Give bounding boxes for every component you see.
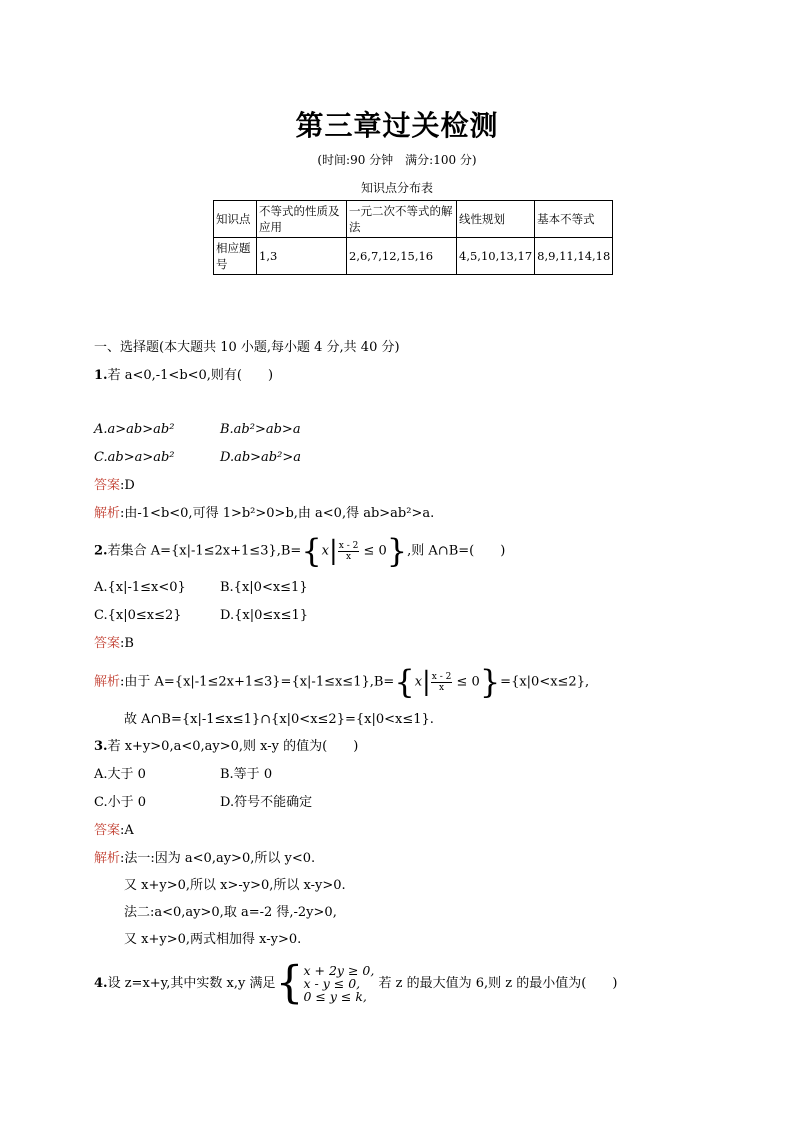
question-stem: 若 a<0,-1<b<0,则有( )	[107, 368, 274, 383]
table-header-cell: 知识点	[214, 201, 257, 238]
fraction: $\frac{x - 2}{x}$	[431, 671, 452, 693]
inequality: ≤ 0	[363, 543, 387, 559]
analysis-continuation: 故 A∩B={x|-1≤x≤1}∩{x|0<x≤2}={x|0<x≤1}.	[124, 712, 434, 727]
analysis-text: :由-1<b<0,可得 1>b²>0>b,由 a<0,得 ab>ab²>a.	[120, 506, 435, 521]
question-stem: 若集合 A={x|-1≤2x+1≤3},B=	[107, 543, 302, 559]
analysis-label: 解析	[94, 674, 121, 690]
question-number: 1	[94, 368, 104, 383]
option-a: A.a>ab>ab²	[94, 422, 175, 437]
set-variable: x	[321, 543, 330, 559]
option-c: C.ab>a>ab²	[94, 450, 175, 465]
answer-line	[94, 822, 134, 840]
question-4: 4.设 z=x+y,其中实数 x,y 满足{ x + 2y ≥ 0, x - y ≤ 0, 0 ≤ y ≤ k, 若 z 的最大值为 6,则 z 的最小值为( )	[94, 957, 618, 1009]
question-stem-end: 若 z 的最大值为 6,则 z 的最小值为( )	[378, 976, 618, 991]
answer-line	[94, 477, 135, 495]
option-d: D.符号不能确定	[220, 795, 313, 810]
question-2: 2.若集合 A={x|-1≤2x+1≤3},B={x| $\frac{x - 2}{x}$ ≤ 0},则 A∩B=( )	[94, 532, 506, 570]
set-variable: x	[414, 674, 423, 690]
option-b: B.ab²>ab>a	[220, 422, 301, 437]
analysis-label: 解析	[94, 851, 121, 866]
table-cell: 相应题号	[214, 238, 257, 275]
constraint-system: x + 2y ≥ 0, x - y ≤ 0, 0 ≤ y ≤ k,	[303, 963, 375, 1004]
table-header-cell: 线性规划	[457, 201, 535, 238]
answer-value: :B	[120, 636, 134, 651]
analysis-label: 解析	[94, 506, 121, 521]
table-title: 知识点分布表	[360, 181, 433, 195]
question-stem: 设 z=x+y,其中实数 x,y 满足	[107, 976, 276, 991]
question-stem: 若 x+y>0,a<0,ay>0,则 x-y 的值为( )	[107, 739, 359, 754]
option-d: D.ab>ab²>a	[220, 450, 301, 465]
analysis-continuation: 又 x+y>0,两式相加得 x-y>0.	[124, 932, 302, 947]
question-number: 2	[94, 543, 104, 559]
answer-value: :D	[120, 478, 135, 493]
option-b: B.{x|0<x≤1}	[220, 580, 308, 595]
knowledge-distribution-table	[213, 200, 613, 275]
analysis-line	[94, 850, 315, 868]
table-cell: 2,6,7,12,15,16	[347, 238, 457, 275]
table-header-cell: 不等式的性质及应用	[257, 201, 347, 238]
question-3: 3.若 x+y>0,a<0,ay>0,则 x-y 的值为( )	[94, 739, 359, 754]
table-header-row	[214, 201, 613, 238]
inequality: ≤ 0	[456, 674, 480, 690]
question-number: 3	[94, 739, 104, 754]
answer-label: 答案	[94, 478, 121, 493]
option-b: B.等于 0	[220, 767, 273, 782]
option-a: A.大于 0	[94, 767, 146, 782]
answer-label: 答案	[94, 636, 121, 651]
question-number: 4	[94, 976, 104, 991]
analysis-text: :法一:因为 a<0,ay>0,所以 y<0.	[120, 851, 316, 866]
analysis-line: 解析:由于 A={x|-1≤2x+1≤3}={x|-1≤x≤1},B={x| $\frac{x - 2}{x}$ ≤ 0}={x|0<x≤2},	[94, 663, 590, 701]
analysis-text: :由于 A={x|-1≤2x+1≤3}={x|-1≤x≤1},B=	[120, 674, 395, 690]
section-heading: 一、选择题(本大题共 10 小题,每小题 4 分,共 40 分)	[94, 340, 400, 355]
option-c: C.小于 0	[94, 795, 147, 810]
analysis-line	[94, 505, 434, 523]
page-title: 第三章过关检测	[295, 109, 499, 142]
analysis-continuation: 法二:a<0,ay>0,取 a=-2 得,-2y>0,	[124, 905, 337, 920]
exam-subtitle: (时间:90 分钟 满分:100 分)	[317, 153, 477, 167]
question-stem-end: ,则 A∩B=( )	[407, 543, 506, 559]
table-cell: 4,5,10,13,17	[457, 238, 535, 275]
question-1: 1.若 a<0,-1<b<0,则有( )	[94, 368, 274, 383]
analysis-text-end: ={x|0<x≤2},	[500, 674, 590, 690]
fraction: $\frac{x - 2}{x}$	[338, 540, 359, 562]
table-row	[214, 238, 613, 275]
answer-line	[94, 635, 134, 653]
option-d: D.{x|0≤x≤1}	[220, 608, 309, 623]
table-cell: 1,3	[257, 238, 347, 275]
table-header-cell: 基本不等式	[535, 201, 613, 238]
option-c: C.{x|0≤x≤2}	[94, 608, 182, 623]
table-header-cell: 一元二次不等式的解法	[347, 201, 457, 238]
answer-value: :A	[120, 823, 134, 838]
table-cell: 8,9,11,14,18	[535, 238, 613, 275]
analysis-continuation: 又 x+y>0,所以 x>-y>0,所以 x-y>0.	[124, 878, 346, 893]
option-a: A.{x|-1≤x<0}	[94, 580, 186, 595]
answer-label: 答案	[94, 823, 121, 838]
